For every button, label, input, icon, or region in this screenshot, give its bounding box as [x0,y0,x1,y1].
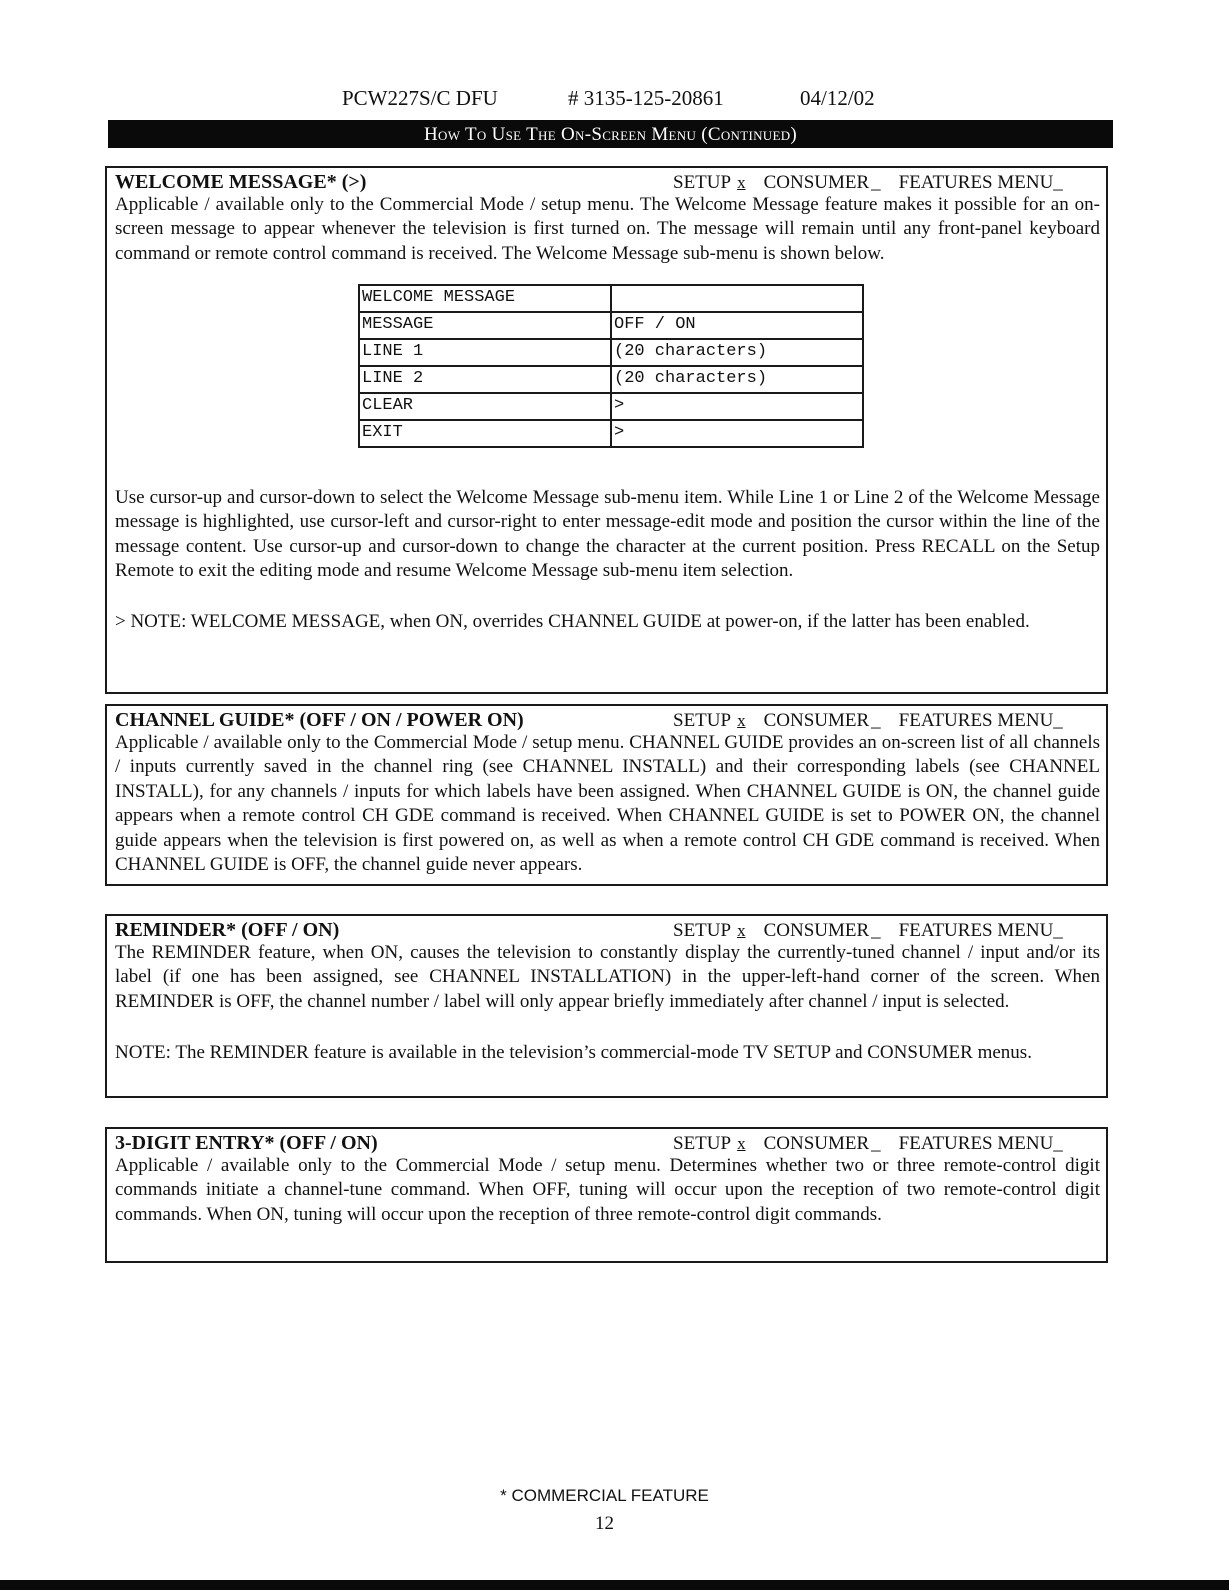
digit-entry-title: 3-DIGIT ENTRY* (OFF / ON) [115,1132,378,1154]
setup-tag: SETUP [673,920,732,941]
features-tag: FEATURES MENU_ [898,920,1063,941]
setup-mark: x [737,1134,746,1153]
submenu-item: EXIT [359,420,611,447]
features-tag: FEATURES MENU_ [898,710,1063,731]
submenu-value: > [611,420,863,447]
setup-mark: x [737,173,746,192]
welcome-submenu-table [358,284,864,448]
consumer-tag: CONSUMER [763,172,870,193]
document-model: PCW227S/C DFU [342,86,498,110]
page-number: 12 [595,1513,614,1534]
channel-guide-description: Applicable / available only to the Commercial Mode / setup menu. CHANNEL GUIDE provides an on-screen list of all channels / inputs currently saved in the channel ring (see CHANNEL INSTALL) and their corresponding labels (see CHANNEL INSTALL), for any channels / inputs for which labels have been assigned. When CHANNEL GUIDE is ON, the channel guide appears when a remote control CH GDE command is received. When CHANNEL GUIDE is set to POWER ON, the channel guide appears when the television is first powered on, as well as when a remote control CH GDE command is received. When CHANNEL GUIDE is OFF, the channel guide never appears. [115,732,1100,876]
submenu-value: > [611,393,863,420]
submenu-value: (20 characters) [611,339,863,366]
submenu-item: MESSAGE [359,312,611,339]
setup-tag: SETUP [673,172,732,193]
reminder-section [105,914,1108,1098]
digit-entry-description: Applicable / available only to the Commercial Mode / setup menu. Determines whether two or three remote-control digit commands initiate a channel-tune command. When OFF, tuning will occur upon the reception of two remote-control digit commands. When ON, tuning will occur upon the reception of three remote-control digit commands. [115,1155,1100,1225]
submenu-value [611,285,863,312]
submenu-row [359,420,863,447]
submenu-row [359,393,863,420]
section-banner: How To Use The On-Screen Menu (Continued) [108,120,1113,148]
reminder-description: The REMINDER feature, when ON, causes the television to constantly display the currently-tuned channel / input and/or its label (if one has been assigned, see CHANNEL INSTALLATION) in the upper-left-hand corner of the screen. When REMINDER is OFF, the channel number / label will only appear briefly immediately after channel / input is selected. [115,942,1100,1012]
submenu-item: CLEAR [359,393,611,420]
setup-tag: SETUP [673,1133,732,1154]
reminder-title: REMINDER* (OFF / ON) [115,919,340,941]
submenu-row [359,312,863,339]
digit-entry-section [105,1127,1108,1263]
features-tag: FEATURES MENU_ [898,1133,1063,1154]
welcome-message-section [105,166,1108,694]
submenu-value: (20 characters) [611,366,863,393]
setup-tag: SETUP [673,710,732,731]
setup-mark: x [737,711,746,730]
consumer-tag: CONSUMER [763,920,870,941]
commercial-feature-footnote: * COMMERCIAL FEATURE [500,1486,709,1505]
submenu-item: WELCOME MESSAGE [359,285,611,312]
scan-edge-divider [0,1580,1229,1590]
submenu-item: LINE 1 [359,339,611,366]
welcome-message-note: > NOTE: WELCOME MESSAGE, when ON, overrides CHANNEL GUIDE at power-on, if the latter has been enabled. [115,611,1030,632]
setup-mark: x [737,921,746,940]
welcome-message-description: Applicable / available only to the Commercial Mode / setup menu. The Welcome Message feature makes it possible for an on-screen message to appear whenever the television is first turned on. The message will remain until any front-panel keyboard command or remote control command is received. The Welcome Message sub-menu is shown below. [115,194,1100,264]
submenu-row [359,285,863,312]
reminder-note: NOTE: The REMINDER feature is available in the television’s commercial-mode TV SETUP and CONSUMER menus. [115,1042,1032,1063]
channel-guide-title: CHANNEL GUIDE* (OFF / ON / POWER ON) [115,709,524,731]
consumer-tag: CONSUMER [763,1133,870,1154]
menu-tags: SETUP x CONSUMER _ FEATURES MENU_ [673,920,1063,941]
channel-guide-section [105,704,1108,886]
submenu-row [359,339,863,366]
menu-tags: SETUP x CONSUMER _ FEATURES MENU_ [673,1133,1063,1154]
consumer-tag: CONSUMER [763,710,870,731]
submenu-item: LINE 2 [359,366,611,393]
features-tag: FEATURES MENU_ [898,172,1063,193]
menu-tags: SETUP x CONSUMER _ FEATURES MENU_ [673,710,1063,731]
welcome-message-title: WELCOME MESSAGE* (>) [115,171,367,193]
submenu-row [359,366,863,393]
menu-tags: SETUP x CONSUMER _ FEATURES MENU_ [673,172,1063,193]
submenu-value: OFF / ON [611,312,863,339]
welcome-message-instructions: Use cursor-up and cursor-down to select the Welcome Message sub-menu item. While Line 1 or Line 2 of the Welcome Message message is highlighted, use cursor-left and cursor-right to enter message-edit mode and position the cursor within the line of the message content. Use cursor-up and cursor-down to change the character at the current position. Press RECALL on the Setup Remote to exit the editing mode and resume Welcome Message sub-menu item selection. [115,487,1100,582]
document-date: 04/12/02 [800,86,875,110]
document-part-number: # 3135-125-20861 [568,86,724,110]
